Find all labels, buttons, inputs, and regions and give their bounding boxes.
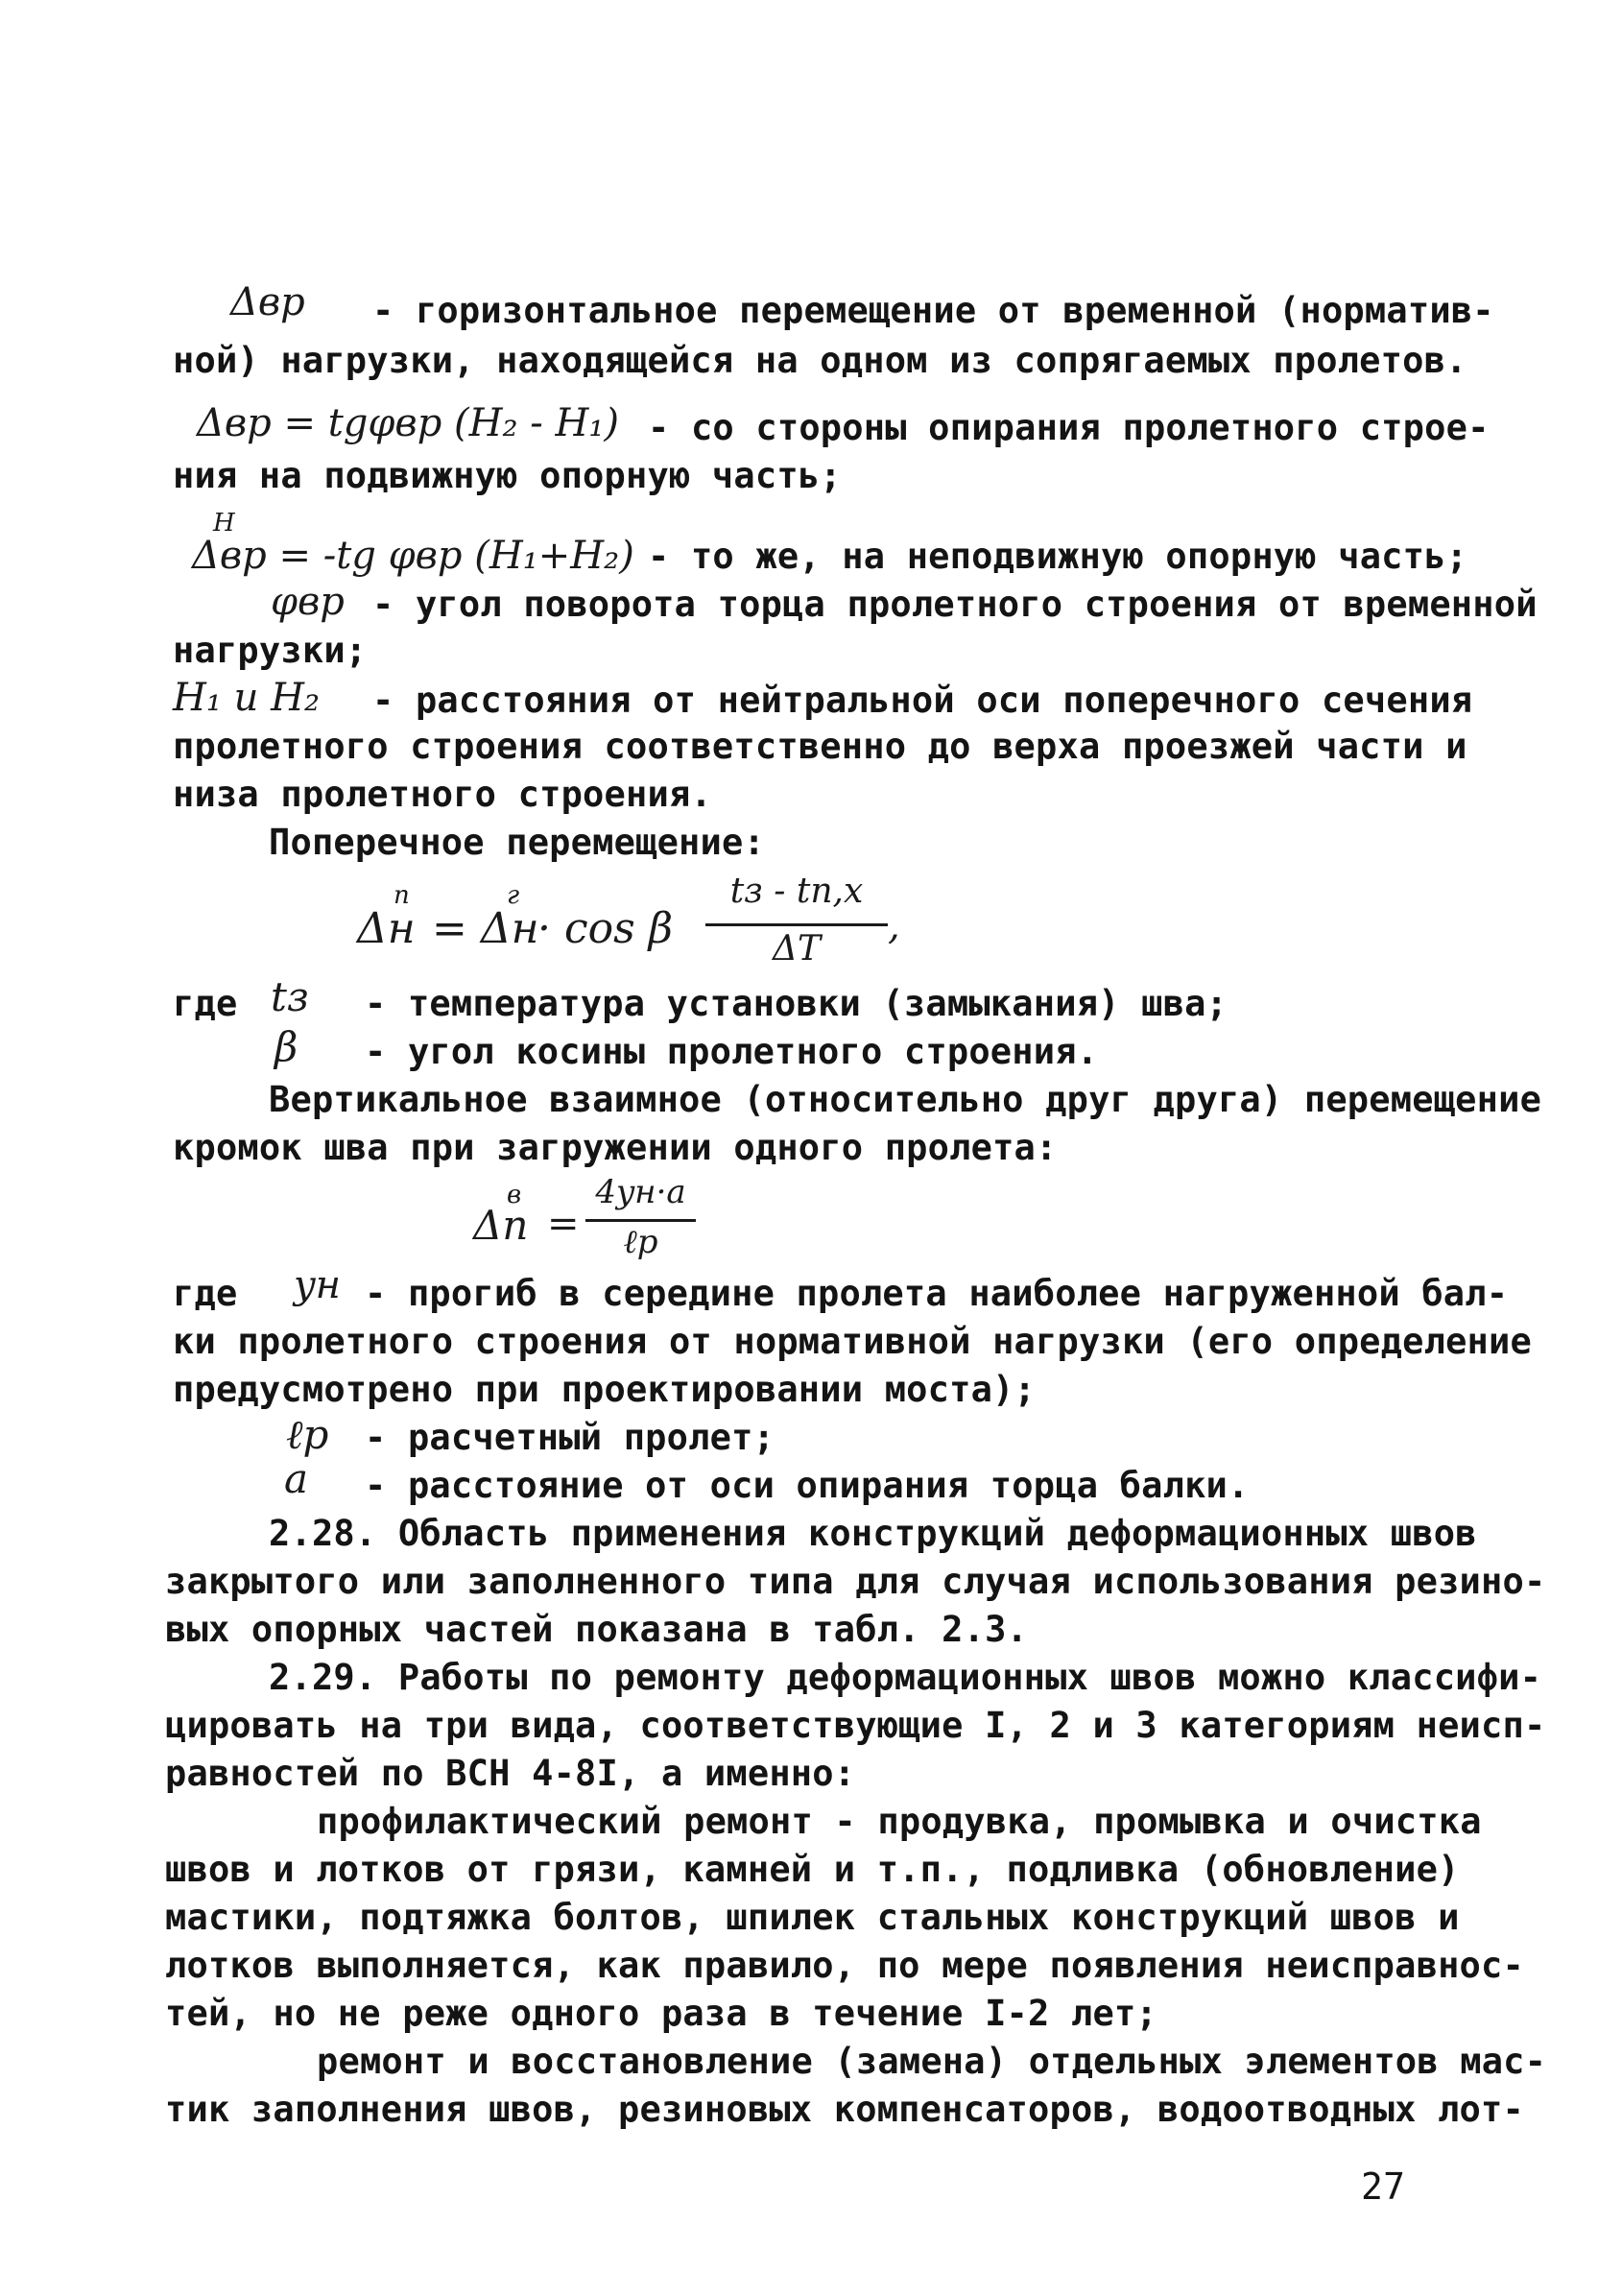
formula-comma: ,	[888, 904, 900, 948]
formula-numerator: 4yн·a	[595, 1173, 686, 1211]
formula-fixed-support: Δвр = -tg φвр (H₁+H₂)	[192, 534, 634, 578]
formula-delta-vr: Δвр	[230, 280, 305, 324]
text-line: ния на подвижную опорную часть;	[173, 455, 842, 496]
text-line: цировать на три вида, соответствующие I, 2 и 3 категориям неисп-	[165, 1705, 1546, 1746]
text-line: - со стороны опирания пролетного строе-	[648, 407, 1490, 448]
text-line: пролетного строения соответственно до верха проезжей части и	[173, 726, 1467, 767]
text-line: - угол поворота торца пролетного строения от временной	[372, 584, 1538, 625]
text-line: - то же, на неподвижную опорную часть;	[648, 536, 1468, 577]
formula-beta: β	[274, 1023, 298, 1070]
text-line: - горизонтальное перемещение от временной (норматив-	[372, 290, 1494, 331]
page-number: 27	[1361, 2165, 1406, 2208]
formula-denominator: ΔT	[772, 929, 821, 969]
formula-phi: φвр	[271, 580, 345, 624]
formula-tz: tз	[271, 973, 309, 1020]
fraction-bar	[585, 1219, 696, 1222]
text-line: ной) нагрузки, находящейся на одном из сопрягаемых пролетов.	[173, 340, 1467, 381]
text-line: лотков выполняется, как правило, по мере появления неисправнос-	[165, 1945, 1524, 1986]
formula-equals: =	[547, 1202, 580, 1246]
text-line: ремонт и восстановление (замена) отдельных элементов мас-	[317, 2041, 1547, 2082]
formula-lp: ℓр	[286, 1411, 329, 1458]
formula-movable-support: Δвр = tgφвр (H₂ - H₁)	[197, 401, 619, 445]
text-line: Поперечное перемещение:	[269, 822, 765, 863]
text-line: - температура установки (замыкания) шва;	[365, 983, 1228, 1024]
formula-lhs: Δн	[357, 904, 416, 953]
text-line: кромок шва при загружении одного пролета:	[173, 1127, 1058, 1168]
formula-a: a	[284, 1455, 309, 1502]
text-line: где	[173, 1273, 238, 1314]
text-line: - расстояние от оси опирания торца балки.	[365, 1465, 1250, 1506]
formula-superscript: п	[394, 881, 410, 910]
formula-h1h2: H₁ и H₂	[173, 676, 321, 720]
text-line: - угол косины пролетного строения.	[365, 1031, 1099, 1072]
text-line: закрытого или заполненного типа для случая использования резино-	[165, 1561, 1546, 1602]
text-line: вых опорных частей показана в табл. 2.3.	[165, 1609, 1029, 1650]
fraction-bar	[705, 923, 888, 926]
text-line: предусмотрено при проектировании моста);	[173, 1369, 1037, 1410]
text-line: 2.28. Область применения конструкций деформационных швов	[269, 1513, 1477, 1554]
formula-rhs: = Δн	[432, 904, 539, 953]
formula-lhs: Δп	[473, 1202, 529, 1249]
formula-superscript: в	[507, 1181, 522, 1209]
formula-cos: · cos β	[537, 904, 674, 953]
text-line: Вертикальное взаимное (относительно друг друга) перемещение	[269, 1079, 1542, 1120]
text-line: - расчетный пролет;	[365, 1417, 775, 1458]
text-line: 2.29. Работы по ремонту деформационных швов можно классифи-	[269, 1657, 1542, 1698]
formula-superscript: H	[213, 509, 235, 538]
text-line: - прогиб в середине пролета наиболее нагруженной бал-	[365, 1273, 1509, 1314]
text-line: мастики, подтяжка болтов, шпилек стальных конструкций швов и	[165, 1897, 1460, 1938]
formula-numerator: tз - tп,х	[729, 872, 864, 911]
text-line: - расстояния от нейтральной оси поперечного сечения	[372, 680, 1473, 721]
text-line: тик заполнения швов, резиновых компенсаторов, водоотводных лот-	[165, 2089, 1524, 2130]
text-line: профилактический ремонт - продувка, промывка и очистка	[317, 1801, 1482, 1842]
text-line: тей, но не реже одного раза в течение I-2 лет;	[165, 1993, 1157, 2034]
text-line: ки пролетного строения от нормативной нагрузки (его определение	[173, 1321, 1532, 1362]
text-line: низа пролетного строения.	[173, 774, 712, 815]
text-line: где	[173, 983, 238, 1024]
text-line: швов и лотков от грязи, камней и т.п., подливка (обновление)	[165, 1849, 1460, 1890]
formula-denominator: ℓр	[623, 1223, 658, 1261]
formula-superscript: г	[507, 881, 520, 910]
formula-yn: yн	[294, 1263, 341, 1307]
text-line: равностей по ВСН 4-8I, а именно:	[165, 1753, 856, 1794]
text-line: нагрузки;	[173, 630, 368, 671]
